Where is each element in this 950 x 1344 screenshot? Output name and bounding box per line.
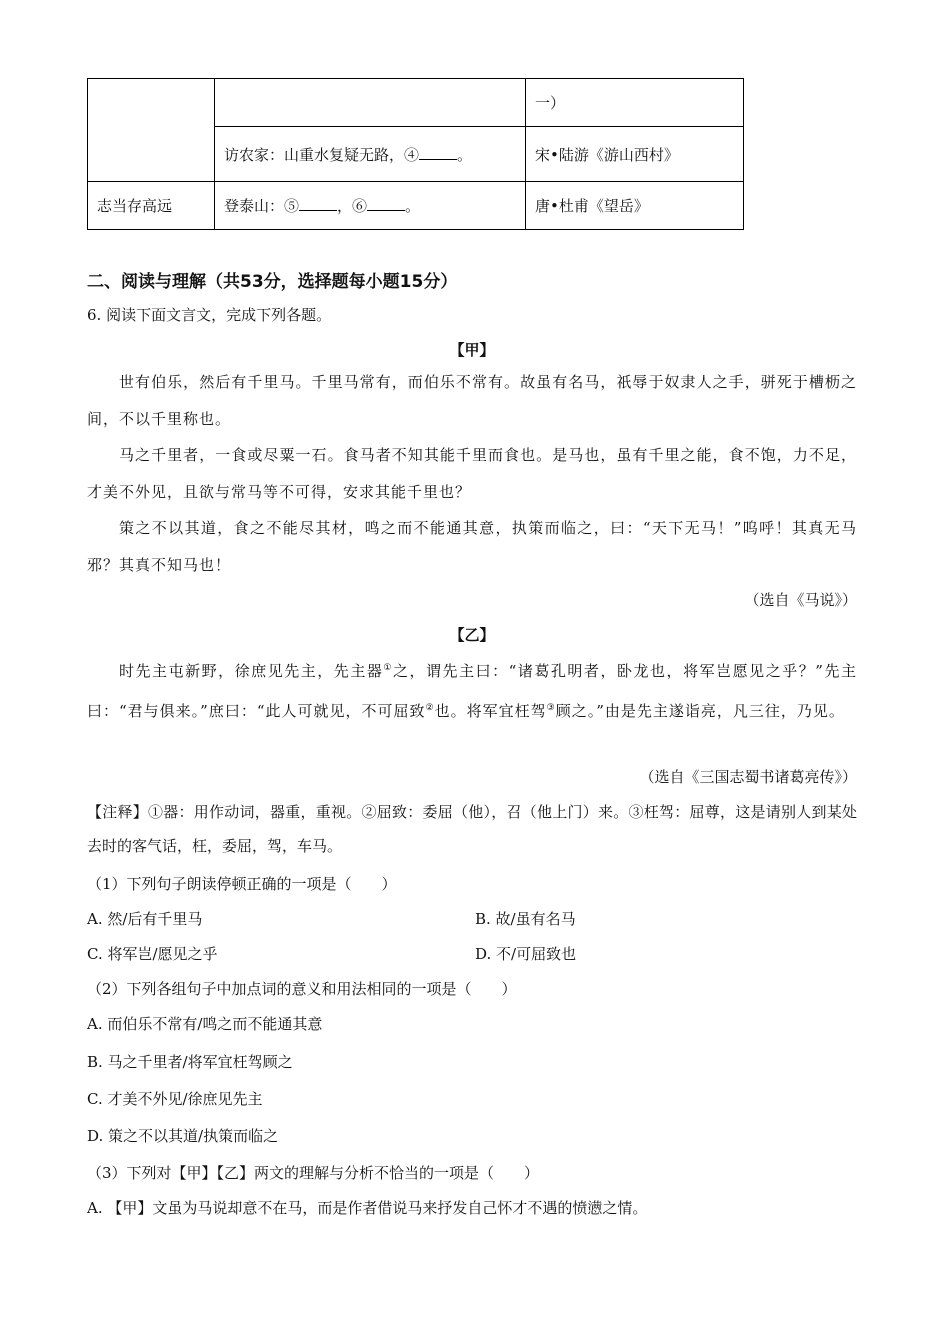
table-cell — [88, 79, 215, 182]
yi-text: 顾之。”由是先主遂诣亮，凡三往，乃见。 — [555, 701, 845, 720]
table-cell — [526, 127, 744, 182]
question-1-stem: （1）下列句子朗读停顿正确的一项是（ ） — [87, 875, 397, 893]
option-2a[interactable]: A. 而伯乐不常有/鸣之而不能通其意 — [87, 1015, 323, 1033]
yi-text: 之，谓先主曰：“诸葛孔明者，卧龙也，将军岂愿见之乎？”先主曰：“君与俱来。”庶曰：“此人可就见，不可屈致 — [87, 662, 857, 720]
poem-line-mid: ，⑥ — [337, 197, 368, 215]
poem-source: 唐•杜甫《望岳》 — [535, 197, 649, 215]
poem-line-end: 。 — [457, 145, 473, 164]
jia-heading: 【甲】 — [449, 341, 495, 359]
table-cell — [215, 182, 526, 230]
option-3a[interactable]: A. 【甲】文虽为马说却意不在马，而是作者借说马来抒发自己怀才不遇的愤懑之情。 — [87, 1199, 648, 1217]
footnote-marker: ① — [383, 663, 393, 673]
jia-source: （选自《马说》） — [744, 591, 857, 609]
answer-blank[interactable] — [299, 198, 337, 211]
yi-text: 时先主屯新野，徐庶见先主，先主器 — [119, 662, 384, 680]
poem-line: 登泰山：⑤ — [224, 197, 300, 215]
annotation-notes: 【注释】①器：用作动词，器重，重视。②屈致：委屈（他），召（他上门）来。③枉驾：屈尊，这是请别人到某处去时的客气话，枉，委屈，驾，车马。 — [87, 803, 857, 855]
poem-line: 访农家：山重水复疑无路，④ — [224, 145, 420, 164]
table-cell — [215, 79, 526, 127]
poem-line-end: 。 — [405, 197, 421, 215]
table-cell — [88, 182, 215, 230]
footnote-marker: ③ — [546, 702, 556, 713]
section-title: 二、阅读与理解（共53分，选择题每小题15分） — [87, 272, 458, 292]
table-cell — [526, 182, 744, 230]
footnote-marker: ② — [425, 702, 435, 713]
poem-source: 宋•陆游《游山西村》 — [535, 145, 679, 164]
jia-paragraph-2: 马之千里者，一食或尽粟一石。食马者不知其能千里而食也。是马也，虽有千里之能，食不饱，力不足，才美不外见，且欲与常马等不可得，安求其能千里也？ — [87, 446, 857, 501]
option-1d[interactable]: D. 不/可屈致也 — [475, 945, 577, 963]
question-intro: 6. 阅读下面文言文，完成下列各题。 — [87, 306, 332, 324]
jia-paragraph-1: 世有伯乐，然后有千里马。千里马常有，而伯乐不常有。故虽有名马，祇辱于奴隶人之手，骈死于槽枥之间，不以千里称也。 — [87, 373, 857, 428]
yi-paragraph — [87, 650, 857, 729]
answer-blank[interactable] — [367, 198, 405, 211]
poem-source: 一） — [535, 94, 566, 112]
question-2-stem: （2）下列各组句子中加点词的意义和用法相同的一项是（ ） — [87, 980, 517, 998]
option-2b[interactable]: B. 马之千里者/将军宜枉驾顾之 — [87, 1053, 293, 1071]
option-1c[interactable]: C. 将军岂/愿见之乎 — [87, 945, 218, 963]
poem-table — [87, 78, 744, 230]
yi-source: （选自《三国志蜀书诸葛亮传》） — [639, 768, 857, 786]
option-2c[interactable]: C. 才美不外见/徐庶见先主 — [87, 1090, 263, 1108]
option-1b[interactable]: B. 故/虽有名马 — [475, 910, 576, 928]
theme-label: 志当存高远 — [97, 197, 173, 215]
yi-text: 也。将军宜枉驾 — [434, 701, 547, 720]
table-cell — [526, 79, 744, 127]
yi-heading: 【乙】 — [449, 626, 495, 644]
table-cell — [215, 127, 526, 182]
option-1a[interactable]: A. 然/后有千里马 — [87, 910, 203, 928]
jia-paragraph-3: 策之不以其道，食之不能尽其材，鸣之而不能通其意，执策而临之，曰：“天下无马！”呜呼！其真无马邪？其真不知马也！ — [87, 519, 857, 574]
option-2d[interactable]: D. 策之不以其道/执策而临之 — [87, 1127, 279, 1145]
question-3-stem: （3）下列对【甲】【乙】两文的理解与分析不恰当的一项是（ ） — [87, 1164, 540, 1182]
answer-blank[interactable] — [419, 147, 457, 160]
